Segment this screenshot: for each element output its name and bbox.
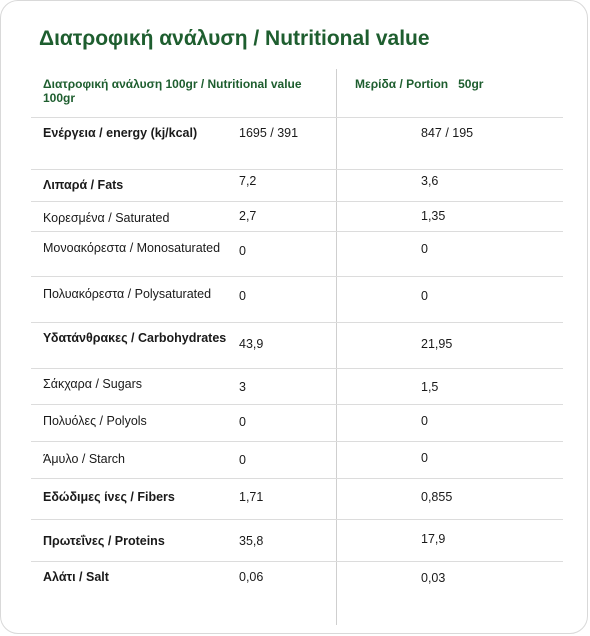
table-row-saturated: [31, 201, 563, 231]
row-value-portion: 0,03: [421, 571, 446, 585]
table-row-salt: [31, 561, 563, 601]
row-value-portion: 21,95: [421, 337, 453, 351]
row-label: Άμυλο / Starch: [43, 452, 125, 466]
row-value-per100: 0: [239, 244, 246, 258]
table-row-proteins: [31, 519, 563, 561]
page-title: Διατροφική ανάλυση / Nutritional value: [39, 27, 430, 50]
row-value-portion: 0: [421, 451, 428, 465]
row-value-portion: 0,855: [421, 490, 453, 504]
row-value-portion: 3,6: [421, 174, 439, 188]
row-label: Σάκχαρα / Sugars: [43, 377, 143, 391]
row-value-per100: 1,71: [239, 490, 264, 504]
row-label: Κορεσμένα / Saturated: [43, 211, 170, 225]
row-value-per100: 35,8: [239, 534, 264, 548]
header-portion: Μερίδα / Portion 50gr: [355, 77, 484, 91]
row-label: Πολυακόρεστα / Polysaturated: [43, 287, 212, 301]
row-value-per100: 0: [239, 289, 246, 303]
row-label: Εδώδιμες ίνες / Fibers: [43, 490, 175, 504]
row-value-portion: 1,5: [421, 380, 439, 394]
row-value-per100: 43,9: [239, 337, 264, 351]
table-row-sugars: [31, 368, 563, 404]
row-value-per100: 0,06: [239, 570, 264, 584]
row-label: Αλάτι / Salt: [43, 570, 109, 584]
table-row-polyols: [31, 404, 563, 441]
row-value-portion: 0: [421, 242, 428, 256]
row-value-portion: 17,9: [421, 532, 446, 546]
table-row-fibers: [31, 478, 563, 519]
row-value-per100: 1695 / 391: [239, 126, 299, 140]
table-row-carbohydrates: [31, 322, 563, 368]
row-label: Πολυόλες / Polyols: [43, 414, 147, 428]
row-label: Μονοακόρεστα / Monosaturated: [43, 241, 221, 255]
header-per-100gr: Διατροφική ανάλυση 100gr / Nutritional value 100gr: [43, 77, 302, 105]
row-value-per100: 7,2: [239, 174, 257, 188]
row-label: Λιπαρά / Fats: [43, 178, 124, 192]
table-row-monosaturated: [31, 231, 563, 276]
row-value-per100: 0: [239, 415, 246, 429]
table-row-fats: [31, 169, 563, 201]
row-value-portion: 0: [421, 414, 428, 428]
table-row-polysaturated: [31, 276, 563, 322]
table-row-energy: [31, 117, 563, 169]
row-value-portion: 0: [421, 289, 428, 303]
row-label: Ενέργεια / energy (kj/kcal): [43, 126, 198, 140]
table-row-starch: [31, 441, 563, 478]
row-value-per100: 0: [239, 453, 246, 467]
row-value-per100: 3: [239, 380, 246, 394]
row-value-per100: 2,7: [239, 209, 257, 223]
row-value-portion: 847 / 195: [421, 126, 474, 140]
row-label: Πρωτεΐνες / Proteins: [43, 534, 165, 548]
row-value-portion: 1,35: [421, 209, 446, 223]
row-label: Υδατάνθρακες / Carbohydrates: [43, 331, 227, 345]
